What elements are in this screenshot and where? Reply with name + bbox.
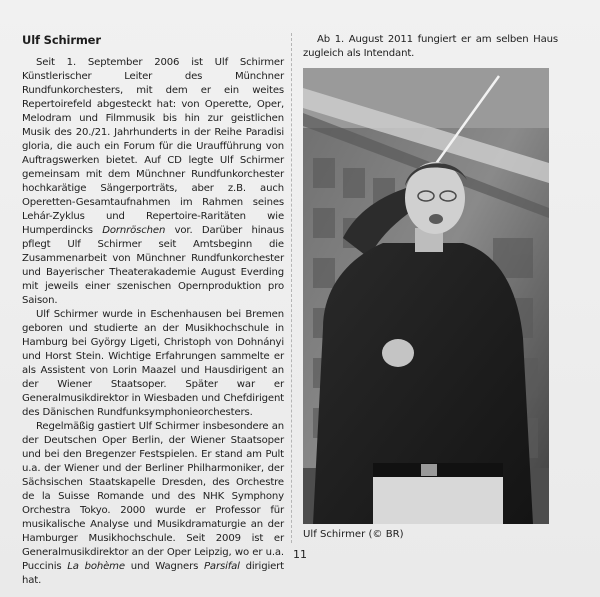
- paragraph-3-italic-1: La bohème: [67, 561, 125, 572]
- photo-caption: Ulf Schirmer (© BR): [303, 529, 404, 540]
- paragraph-1: [22, 56, 284, 308]
- paragraph-1-text: Seit 1. September 2006 ist Ulf Schirmer Künstlerischer Leiter des Münchner Rundfunkorchesters, mit dem er ein weites Repertoirefeld abgesteckt hat: von Operette, Oper, Melodram und Filmmusik bis hin zur geistlichen Musik des 20./21. Jahrhunderts in der Reihe Paradisi gloria, die auch ein Forum für die Uraufführung von Auftragswerken bietet. Auf CD legte Ulf Schirmer gemeinsam mit dem Münchner Rundfunkorchester hochkarätige Sängerporträts, aber z.B. auch Operetten-Gesamtaufnahmen im Rahmen seines Lehár-Zyklus und Repertoire-Raritäten wie Humperdincks: [22, 57, 284, 236]
- paragraph-3-italic-2: Parsifal: [204, 561, 240, 572]
- paragraph-1-tail: vor. Darüber hinaus pflegt Ulf Schirmer seit Amtsbeginn die Zusammenarbeit von Münchner Rundfunkorchester und Bayerischer Theaterakademie August Everding mit jeweils einer szenischen Opernproduktion pro Saison.: [22, 225, 285, 306]
- intro-paragraph: Ab 1. August 2011 fungiert er am selben Haus zugleich als Intendant.: [303, 34, 558, 59]
- left-column: [22, 33, 284, 588]
- right-column: [303, 33, 558, 61]
- section-heading: Ulf Schirmer: [22, 33, 101, 47]
- paragraph-3-tail: dirigiert hat.: [22, 561, 284, 586]
- paragraph-3-text: Regelmäßig gastiert Ulf Schirmer insbesondere an der Deutschen Oper Berlin, der Wiener Staatsoper und bei den Bregenzer Festspielen. Er stand am Pult u.a. der Wiener und der Berliner Philharmoniker, der Sächsischen Staatskapelle Dresden, des Orchestre de la Suisse Romande und des NHK Symphony Orchestra Tokyo. 2000 wurde er Professor für musikalische Analyse und Musikdramaturgie an der Hamburger Musikhochschule. Seit 2009 ist er Generalmusikdirektor an der Oper Leipzig, wo er u.a. Puccinis: [22, 421, 284, 572]
- conductor-photo: [303, 68, 549, 524]
- paragraph-2: Ulf Schirmer wurde in Eschenhausen bei Bremen geboren und studierte an der Musikhochschule in Hamburg bei György Ligeti, Christoph von Dohnányi und Horst Stein. Wichtige Erfahrungen sammelte er als Assistent von Lorin Maazel und Hausdirigent an der Wiener Staatsoper. Später war er Generalmusikdirektor in Wiesbaden und Chefdirigent des Dänischen Rundfunksymphonieorchesters.: [22, 309, 284, 418]
- page-number: 11: [293, 548, 307, 561]
- paragraph-1-italic: Dornröschen: [102, 225, 166, 236]
- column-divider: [291, 33, 292, 543]
- paragraph-3: [22, 420, 284, 588]
- paragraph-3-mid: und Wagners: [124, 561, 204, 572]
